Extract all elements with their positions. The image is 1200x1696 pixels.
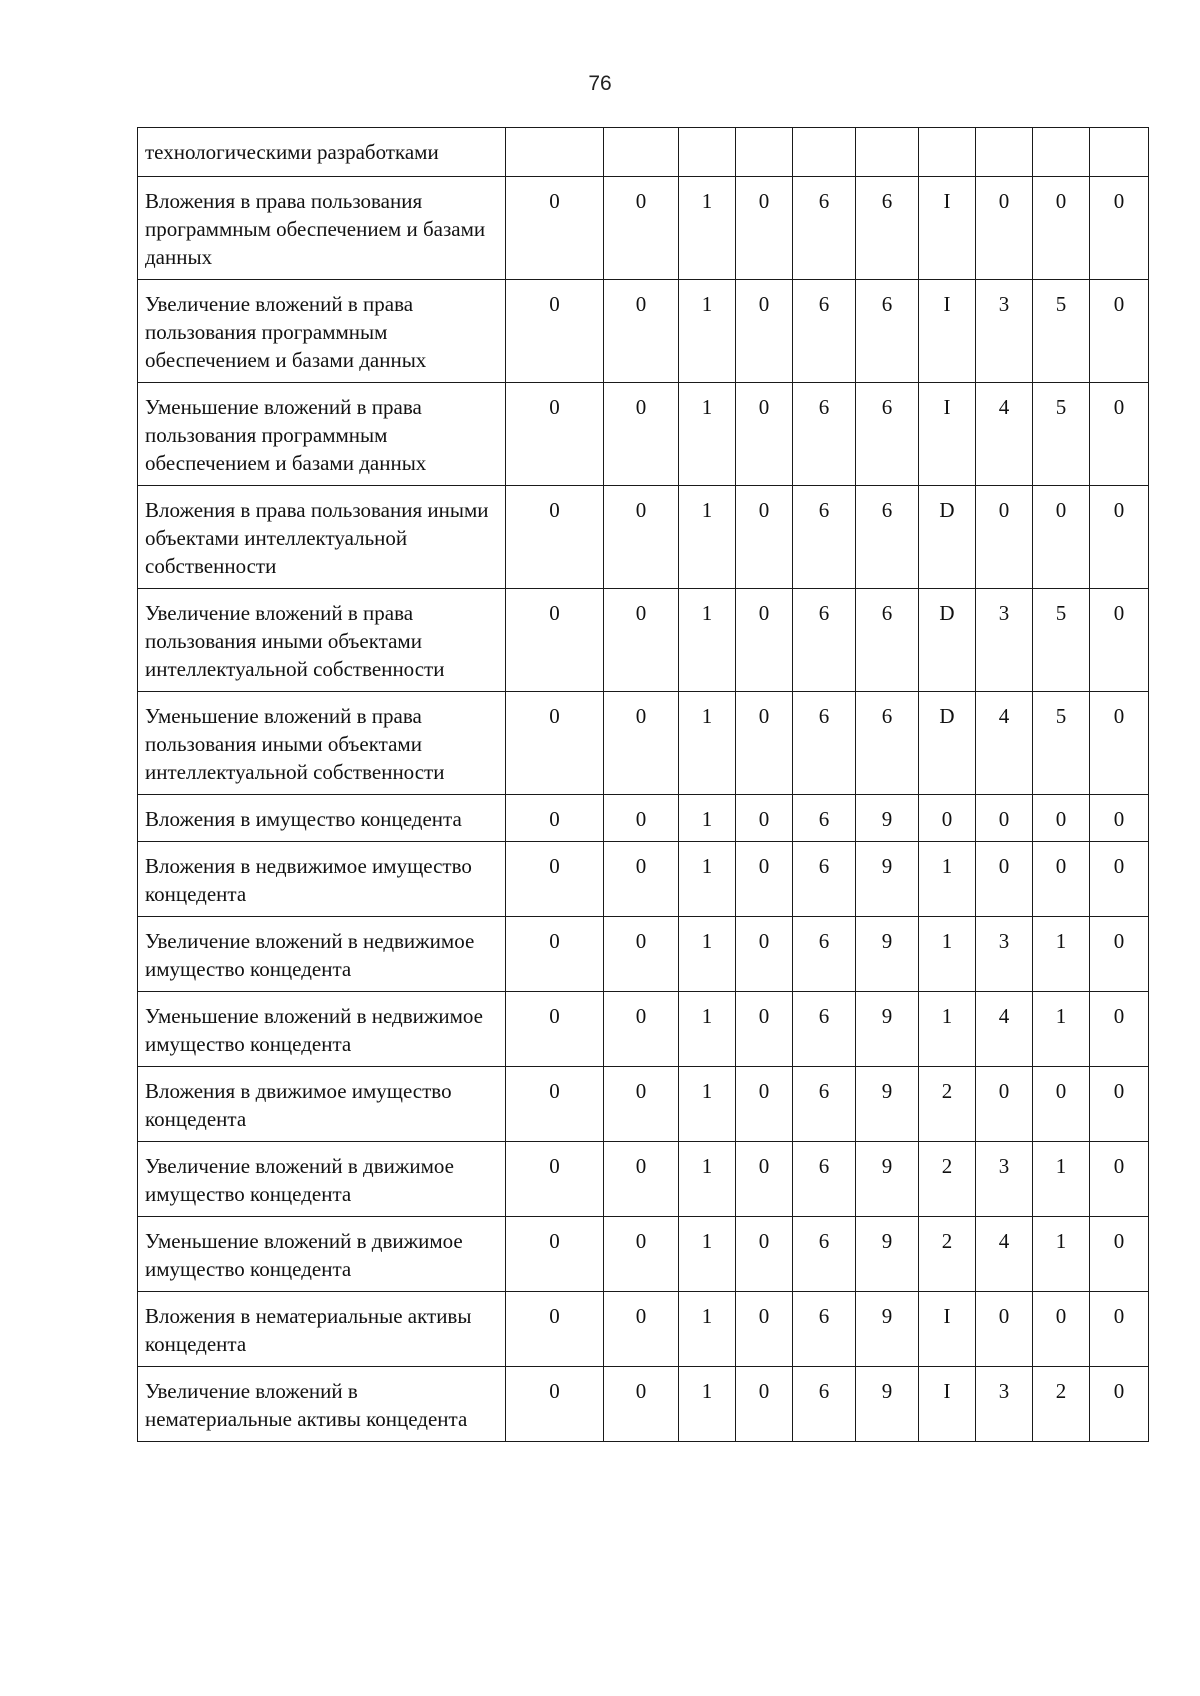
code-digit-cell: 9 [856,1142,919,1217]
code-digit-cell: 0 [1090,1142,1149,1217]
account-code-table [137,127,1149,1442]
code-digit-cell: 5 [1033,280,1090,383]
table-row [138,692,1149,795]
code-digit-cell: 0 [1033,486,1090,589]
code-digit-cell: 9 [856,795,919,842]
code-digit-cell: 0 [976,1067,1033,1142]
code-digit-cell: 0 [736,1067,793,1142]
code-digit-cell: 1 [679,842,736,917]
code-digit-cell: 6 [793,1142,856,1217]
code-digit-cell: 1 [1033,1142,1090,1217]
code-digit-cell: 1 [679,1292,736,1367]
row-label: Увеличение вложений в недвижимое имущество концедента [138,917,506,992]
code-digit-cell: D [919,486,976,589]
code-digit-cell: 1 [679,917,736,992]
row-label: Уменьшение вложений в движимое имущество концедента [138,1217,506,1292]
table-row [138,177,1149,280]
code-digit-cell: 6 [856,383,919,486]
code-digit-cell: 0 [1090,692,1149,795]
code-digit-cell: 0 [604,1217,679,1292]
code-digit-cell: 1 [679,280,736,383]
code-digit-cell: 1 [679,1367,736,1442]
code-digit-cell: 0 [736,795,793,842]
code-digit-cell: 9 [856,842,919,917]
code-digit-cell: 6 [793,692,856,795]
code-digit-cell: 6 [793,383,856,486]
code-digit-cell: 4 [976,1217,1033,1292]
code-digit-cell: 0 [506,992,604,1067]
code-digit-cell: 0 [506,1067,604,1142]
code-digit-cell: 0 [1090,917,1149,992]
row-label: Уменьшение вложений в права пользования программным обеспечением и базами данных [138,383,506,486]
code-digit-cell: 6 [856,486,919,589]
code-digit-cell [736,128,793,177]
code-digit-cell [856,128,919,177]
code-digit-cell [679,128,736,177]
row-label: Вложения в нематериальные активы концедента [138,1292,506,1367]
row-label: Вложения в права пользования иными объектами интеллектуальной собственности [138,486,506,589]
row-label: технологическими разработками [138,128,506,177]
code-digit-cell: 4 [976,383,1033,486]
code-digit-cell: 0 [976,1292,1033,1367]
code-digit-cell: 0 [1033,842,1090,917]
code-digit-cell: 4 [976,992,1033,1067]
account-code-table-body [138,128,1149,1442]
code-digit-cell: 0 [1090,589,1149,692]
code-digit-cell: 0 [736,1367,793,1442]
code-digit-cell: 9 [856,1292,919,1367]
code-digit-cell: 1 [679,795,736,842]
code-digit-cell: 6 [793,1067,856,1142]
code-digit-cell: 2 [919,1067,976,1142]
row-label: Вложения в недвижимое имущество концедента [138,842,506,917]
row-label: Увеличение вложений в движимое имущество концедента [138,1142,506,1217]
code-digit-cell: 6 [793,842,856,917]
code-digit-cell: 0 [506,1142,604,1217]
code-digit-cell: I [919,383,976,486]
code-digit-cell: 0 [736,383,793,486]
code-digit-cell: 0 [604,1292,679,1367]
code-digit-cell: D [919,589,976,692]
code-digit-cell: 0 [506,692,604,795]
code-digit-cell: 0 [506,280,604,383]
code-digit-cell: 0 [1090,795,1149,842]
row-label: Вложения в права пользования программным обеспечением и базами данных [138,177,506,280]
code-digit-cell: D [919,692,976,795]
row-label: Увеличение вложений в права пользования программным обеспечением и базами данных [138,280,506,383]
code-digit-cell: 0 [604,917,679,992]
code-digit-cell: 0 [604,992,679,1067]
code-digit-cell: 3 [976,917,1033,992]
table-row [138,917,1149,992]
code-digit-cell: 6 [793,280,856,383]
row-label: Вложения в движимое имущество концедента [138,1067,506,1142]
code-digit-cell: 0 [604,486,679,589]
code-digit-cell: 0 [1090,992,1149,1067]
code-digit-cell: 1 [1033,992,1090,1067]
code-digit-cell: 0 [506,383,604,486]
code-digit-cell: 0 [506,177,604,280]
row-label: Увеличение вложений в права пользования иными объектами интеллектуальной собственности [138,589,506,692]
code-digit-cell: 0 [1090,280,1149,383]
table-row [138,383,1149,486]
code-digit-cell [976,128,1033,177]
code-digit-cell: 1 [679,1067,736,1142]
code-digit-cell: 0 [1090,1367,1149,1442]
code-digit-cell: 6 [793,177,856,280]
code-digit-cell: 0 [604,383,679,486]
code-digit-cell: 1 [679,486,736,589]
code-digit-cell: 1 [679,383,736,486]
code-digit-cell: 0 [1033,177,1090,280]
code-digit-cell: 1 [919,917,976,992]
row-label: Уменьшение вложений в недвижимое имущество концедента [138,992,506,1067]
table-row [138,1367,1149,1442]
code-digit-cell: 3 [976,589,1033,692]
code-digit-cell: 1 [679,177,736,280]
code-digit-cell: 0 [736,1217,793,1292]
code-digit-cell: 1 [919,992,976,1067]
code-digit-cell: 1 [919,842,976,917]
code-digit-cell: 6 [793,589,856,692]
table-row [138,128,1149,177]
table-row [138,280,1149,383]
code-digit-cell: I [919,177,976,280]
code-digit-cell: 0 [1033,795,1090,842]
code-digit-cell: 0 [736,692,793,795]
code-digit-cell: 0 [506,842,604,917]
page-number: 76 [588,72,612,95]
code-digit-cell: 0 [604,1142,679,1217]
code-digit-cell: 0 [1090,1292,1149,1367]
code-digit-cell: 0 [604,280,679,383]
code-digit-cell: 6 [856,589,919,692]
code-digit-cell: 6 [856,280,919,383]
code-digit-cell: 0 [919,795,976,842]
code-digit-cell: 0 [604,692,679,795]
code-digit-cell: 0 [506,1217,604,1292]
code-digit-cell: 0 [976,795,1033,842]
code-digit-cell: 0 [506,917,604,992]
code-digit-cell: 6 [793,992,856,1067]
code-digit-cell: 0 [1090,1217,1149,1292]
code-digit-cell: 6 [793,1367,856,1442]
code-digit-cell: 2 [919,1217,976,1292]
code-digit-cell: 0 [1090,842,1149,917]
row-label: Уменьшение вложений в права пользования иными объектами интеллектуальной собственности [138,692,506,795]
code-digit-cell: 0 [1090,177,1149,280]
code-digit-cell: 0 [976,177,1033,280]
code-digit-cell: I [919,280,976,383]
table-row [138,1292,1149,1367]
table-row [138,842,1149,917]
code-digit-cell: 1 [679,992,736,1067]
code-digit-cell: 4 [976,692,1033,795]
code-digit-cell: 5 [1033,383,1090,486]
code-digit-cell: 0 [604,589,679,692]
code-digit-cell: 0 [506,795,604,842]
code-digit-cell: I [919,1292,976,1367]
code-digit-cell: 0 [506,589,604,692]
row-label: Увеличение вложений в нематериальные активы концедента [138,1367,506,1442]
table-row [138,486,1149,589]
code-digit-cell: 0 [736,917,793,992]
code-digit-cell: 0 [736,280,793,383]
code-digit-cell: I [919,1367,976,1442]
code-digit-cell: 6 [856,177,919,280]
code-digit-cell: 5 [1033,692,1090,795]
code-digit-cell: 0 [736,177,793,280]
code-digit-cell: 0 [604,177,679,280]
code-digit-cell: 3 [976,1142,1033,1217]
code-digit-cell: 9 [856,917,919,992]
code-digit-cell: 0 [736,589,793,692]
code-digit-cell [793,128,856,177]
code-digit-cell: 1 [679,589,736,692]
code-digit-cell: 1 [1033,1217,1090,1292]
table-row [138,1217,1149,1292]
code-digit-cell: 5 [1033,589,1090,692]
code-digit-cell: 6 [793,486,856,589]
code-digit-cell: 0 [736,486,793,589]
code-digit-cell [1033,128,1090,177]
code-digit-cell: 6 [793,917,856,992]
code-digit-cell: 0 [1033,1292,1090,1367]
code-digit-cell: 3 [976,1367,1033,1442]
code-digit-cell: 6 [856,692,919,795]
code-digit-cell: 0 [736,1142,793,1217]
code-digit-cell: 1 [679,692,736,795]
code-digit-cell: 9 [856,992,919,1067]
code-digit-cell: 6 [793,1217,856,1292]
code-digit-cell: 0 [1090,1067,1149,1142]
code-digit-cell: 2 [1033,1367,1090,1442]
table-row [138,992,1149,1067]
code-digit-cell: 1 [679,1142,736,1217]
code-digit-cell: 0 [1033,1067,1090,1142]
code-digit-cell: 0 [1090,383,1149,486]
code-digit-cell: 1 [1033,917,1090,992]
code-digit-cell: 0 [1090,486,1149,589]
table-row [138,1142,1149,1217]
row-label: Вложения в имущество концедента [138,795,506,842]
code-digit-cell [506,128,604,177]
code-digit-cell: 0 [506,1292,604,1367]
code-digit-cell: 6 [793,795,856,842]
code-digit-cell: 0 [604,1067,679,1142]
code-digit-cell: 0 [736,992,793,1067]
table-row [138,589,1149,692]
code-digit-cell: 1 [679,1217,736,1292]
code-digit-cell [1090,128,1149,177]
code-digit-cell: 9 [856,1067,919,1142]
code-digit-cell: 9 [856,1217,919,1292]
table-row [138,1067,1149,1142]
code-digit-cell: 0 [976,842,1033,917]
table-row [138,795,1149,842]
code-digit-cell: 0 [604,795,679,842]
code-digit-cell: 9 [856,1367,919,1442]
code-digit-cell: 0 [506,1367,604,1442]
code-digit-cell: 0 [604,842,679,917]
code-digit-cell: 0 [604,1367,679,1442]
code-digit-cell: 0 [736,1292,793,1367]
code-digit-cell [604,128,679,177]
code-digit-cell: 2 [919,1142,976,1217]
code-digit-cell [919,128,976,177]
code-digit-cell: 3 [976,280,1033,383]
code-digit-cell: 6 [793,1292,856,1367]
code-digit-cell: 0 [506,486,604,589]
code-digit-cell: 0 [736,842,793,917]
code-digit-cell: 0 [976,486,1033,589]
